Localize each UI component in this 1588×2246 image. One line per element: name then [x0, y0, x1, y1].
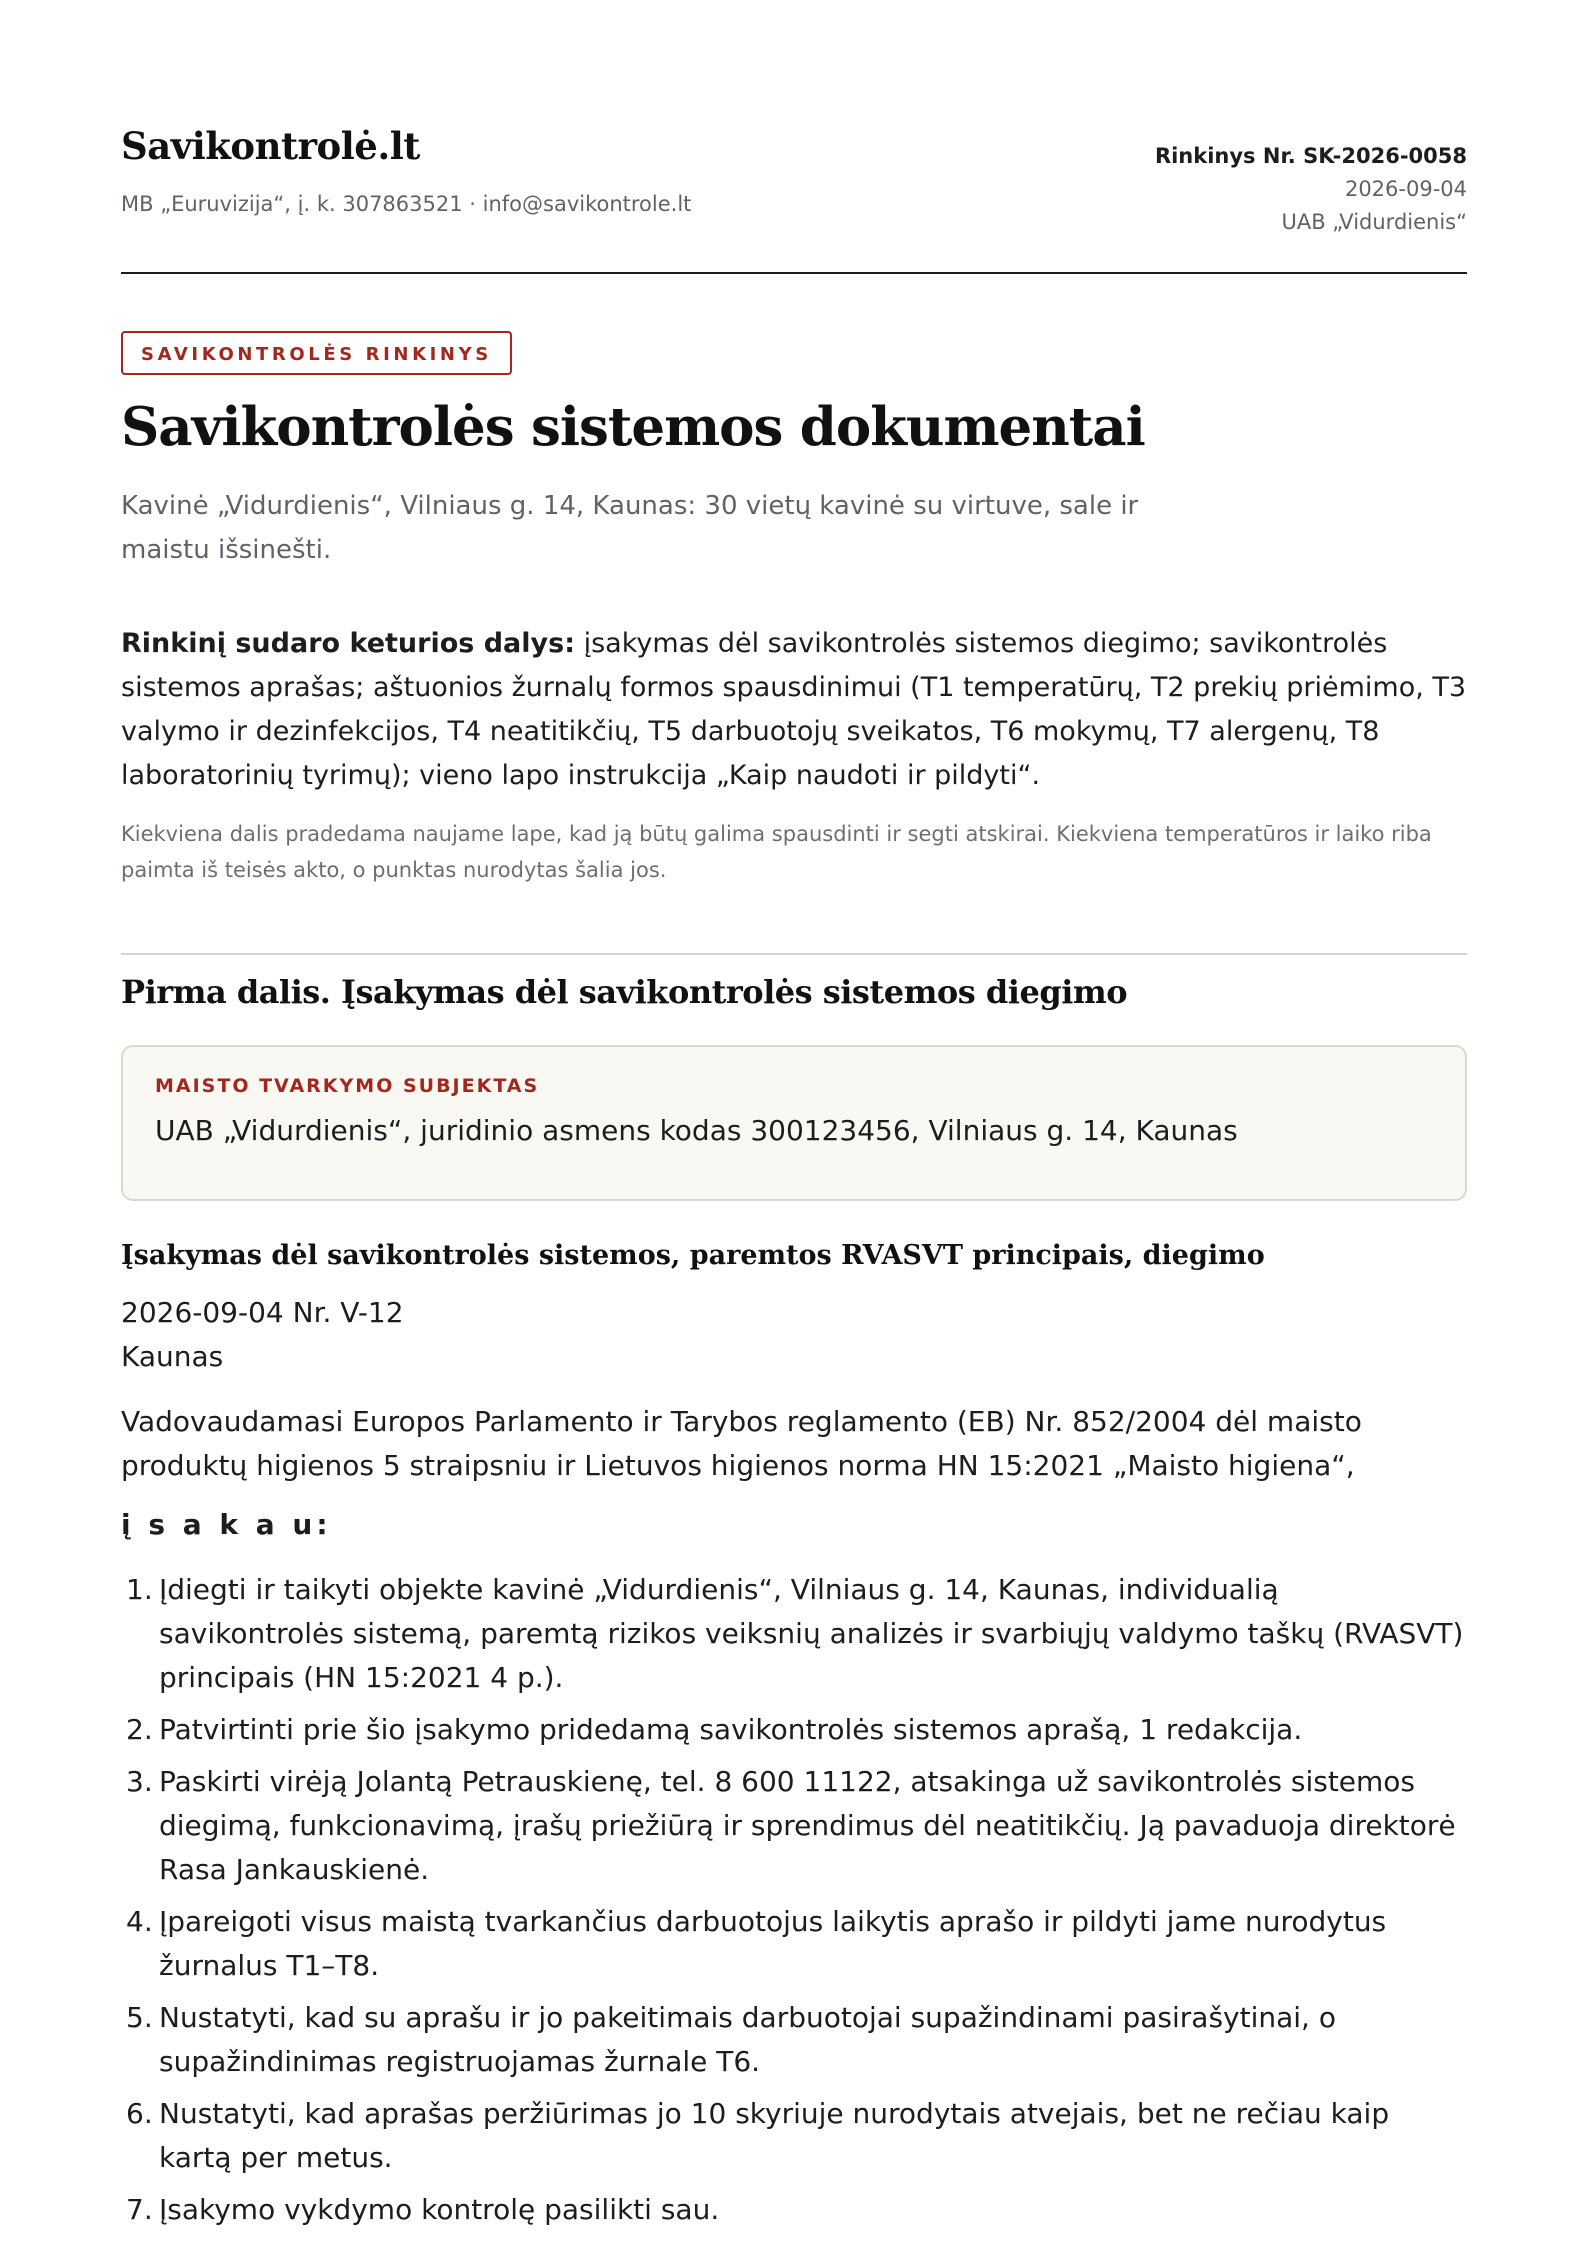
subject-info-box [121, 1045, 1467, 1201]
list-item [121, 2092, 1467, 2180]
order-place: Kaunas [121, 1340, 224, 1373]
document-date: 2026-09-04 [1344, 177, 1467, 201]
category-badge: SAVIKONTROLĖS RINKINYS [121, 331, 512, 375]
list-item [121, 1568, 1467, 1700]
subject-label: MAISTO TVARKYMO SUBJEKTAS [155, 1075, 540, 1097]
list-item-text: Paskirti virėją Jolantą Petrauskienę, tel. 8 600 11122, atsakinga už savikontrolės sistemos diegimą, funkcionavimą, įrašų priežiūrą ir sprendimus dėl neatitikčių. Ją pavaduoja direktorė Rasa Jankauskienė. [159, 1765, 1456, 1886]
brand-contact-line: MB „Euruvizija“, į. k. 307863521 · info@savikontrole.lt [121, 192, 692, 216]
page-title: Savikontrolės sistemos dokumentai [121, 396, 1145, 458]
document-number: Rinkinys Nr. SK-2026-0058 [1154, 144, 1467, 168]
page-subtitle: Kavinė „Vidurdienis“, Vilniaus g. 14, Kaunas: 30 vietų kavinė su virtuve, sale ir maistu išsinešti. [121, 491, 1139, 565]
list-item [121, 1996, 1467, 2084]
order-preamble: Vadovaudamasi Europos Parlamento ir Tarybos reglamento (EB) Nr. 852/2004 dėl maisto produktų higienos 5 straipsniu ir Lietuvos higienos norma HN 15:2021 „Maisto higiena“, [121, 1405, 1362, 1482]
list-item-text: Įdiegti ir taikyti objekte kavinė „Vidurdienis“, Vilniaus g. 14, Kaunas, individualią savikontrolės sistemą, paremtą rizikos veiksnių analizės ir svarbiųjų valdymo taškų (RVASVT) principais (HN 15:2021 4 p.). [159, 1573, 1464, 1694]
intro-text: įsakymas dėl savikontrolės sistemos diegimo; savikontrolės sistemos aprašas; aštuonios žurnalų formos spausdinimui (T1 temperatūrų, T2 prekių priėmimo, T3 valymo ir dezinfekcijos, T4 neatitikčių, T5 darbuotojų sveikatos, T6 mokymų, T7 alergenų, T8 laboratorinių tyrimų); vieno lapo instrukcija „Kaip naudoti ir pildyti“. [121, 628, 1467, 791]
list-item-number: 4. [126, 1905, 153, 1938]
document-meta [1155, 140, 1467, 239]
document-header [121, 0, 1467, 274]
intro-lead: Rinkinį sudaro keturios dalys: [121, 628, 575, 659]
order-decree-word: į s a k a u: [121, 1508, 332, 1541]
list-item [121, 2188, 1467, 2232]
list-item-number: 1. [126, 1573, 153, 1606]
list-item-number: 3. [126, 1765, 153, 1798]
list-item-text: Patvirtinti prie šio įsakymo pridedamą savikontrolės sistemos aprašą, 1 redakcija. [159, 1713, 1303, 1746]
order-date-number: 2026-09-04 Nr. V-12 [121, 1296, 404, 1329]
list-item-number: 6. [126, 2097, 153, 2130]
list-item-number: 7. [126, 2193, 153, 2226]
list-item [121, 1900, 1467, 1988]
intro-note: Kiekviena dalis pradedama naujame lape, kad ją būtų galima spausdinti ir segti atskirai. Kiekviena temperatūros ir laiko riba paimta iš teisės akto, o punktas nurodytas šalia jos. [121, 822, 1432, 882]
intro-paragraph [121, 622, 1467, 798]
section-divider [121, 953, 1467, 955]
list-item [121, 1708, 1467, 1752]
list-item-text: Įsakymo vykdymo kontrolę pasilikti sau. [159, 2193, 720, 2226]
subject-value: UAB „Vidurdienis“, juridinio asmens kodas 300123456, Vilniaus g. 14, Kaunas [155, 1114, 1238, 1147]
list-item-text: Nustatyti, kad aprašas peržiūrimas jo 10 skyriuje nurodytais atvejais, bet ne rečiau kaip kartą per metus. [159, 2097, 1390, 2174]
order-items-list [121, 1568, 1467, 2240]
list-item-number: 2. [126, 1713, 153, 1746]
section-title-part-1: Pirma dalis. Įsakymas dėl savikontrolės sistemos diegimo [121, 973, 1128, 1011]
order-title: Įsakymas dėl savikontrolės sistemos, paremtos RVASVT principais, diegimo [121, 1240, 1265, 1271]
list-item-text: Įpareigoti visus maistą tvarkančius darbuotojus laikytis aprašo ir pildyti jame nurodytus žurnalus T1–T8. [159, 1905, 1387, 1982]
list-item-number: 5. [126, 2001, 153, 2034]
list-item-text: Nustatyti, kad su aprašu ir jo pakeitimais darbuotojai supažindinami pasirašytinai, o supažindinimas registruojamas žurnale T6. [159, 2001, 1336, 2078]
brand-logo-text: Savikontrolė.lt [121, 124, 420, 168]
client-name: UAB „Vidurdienis“ [1281, 210, 1467, 234]
list-item [121, 1760, 1467, 1892]
